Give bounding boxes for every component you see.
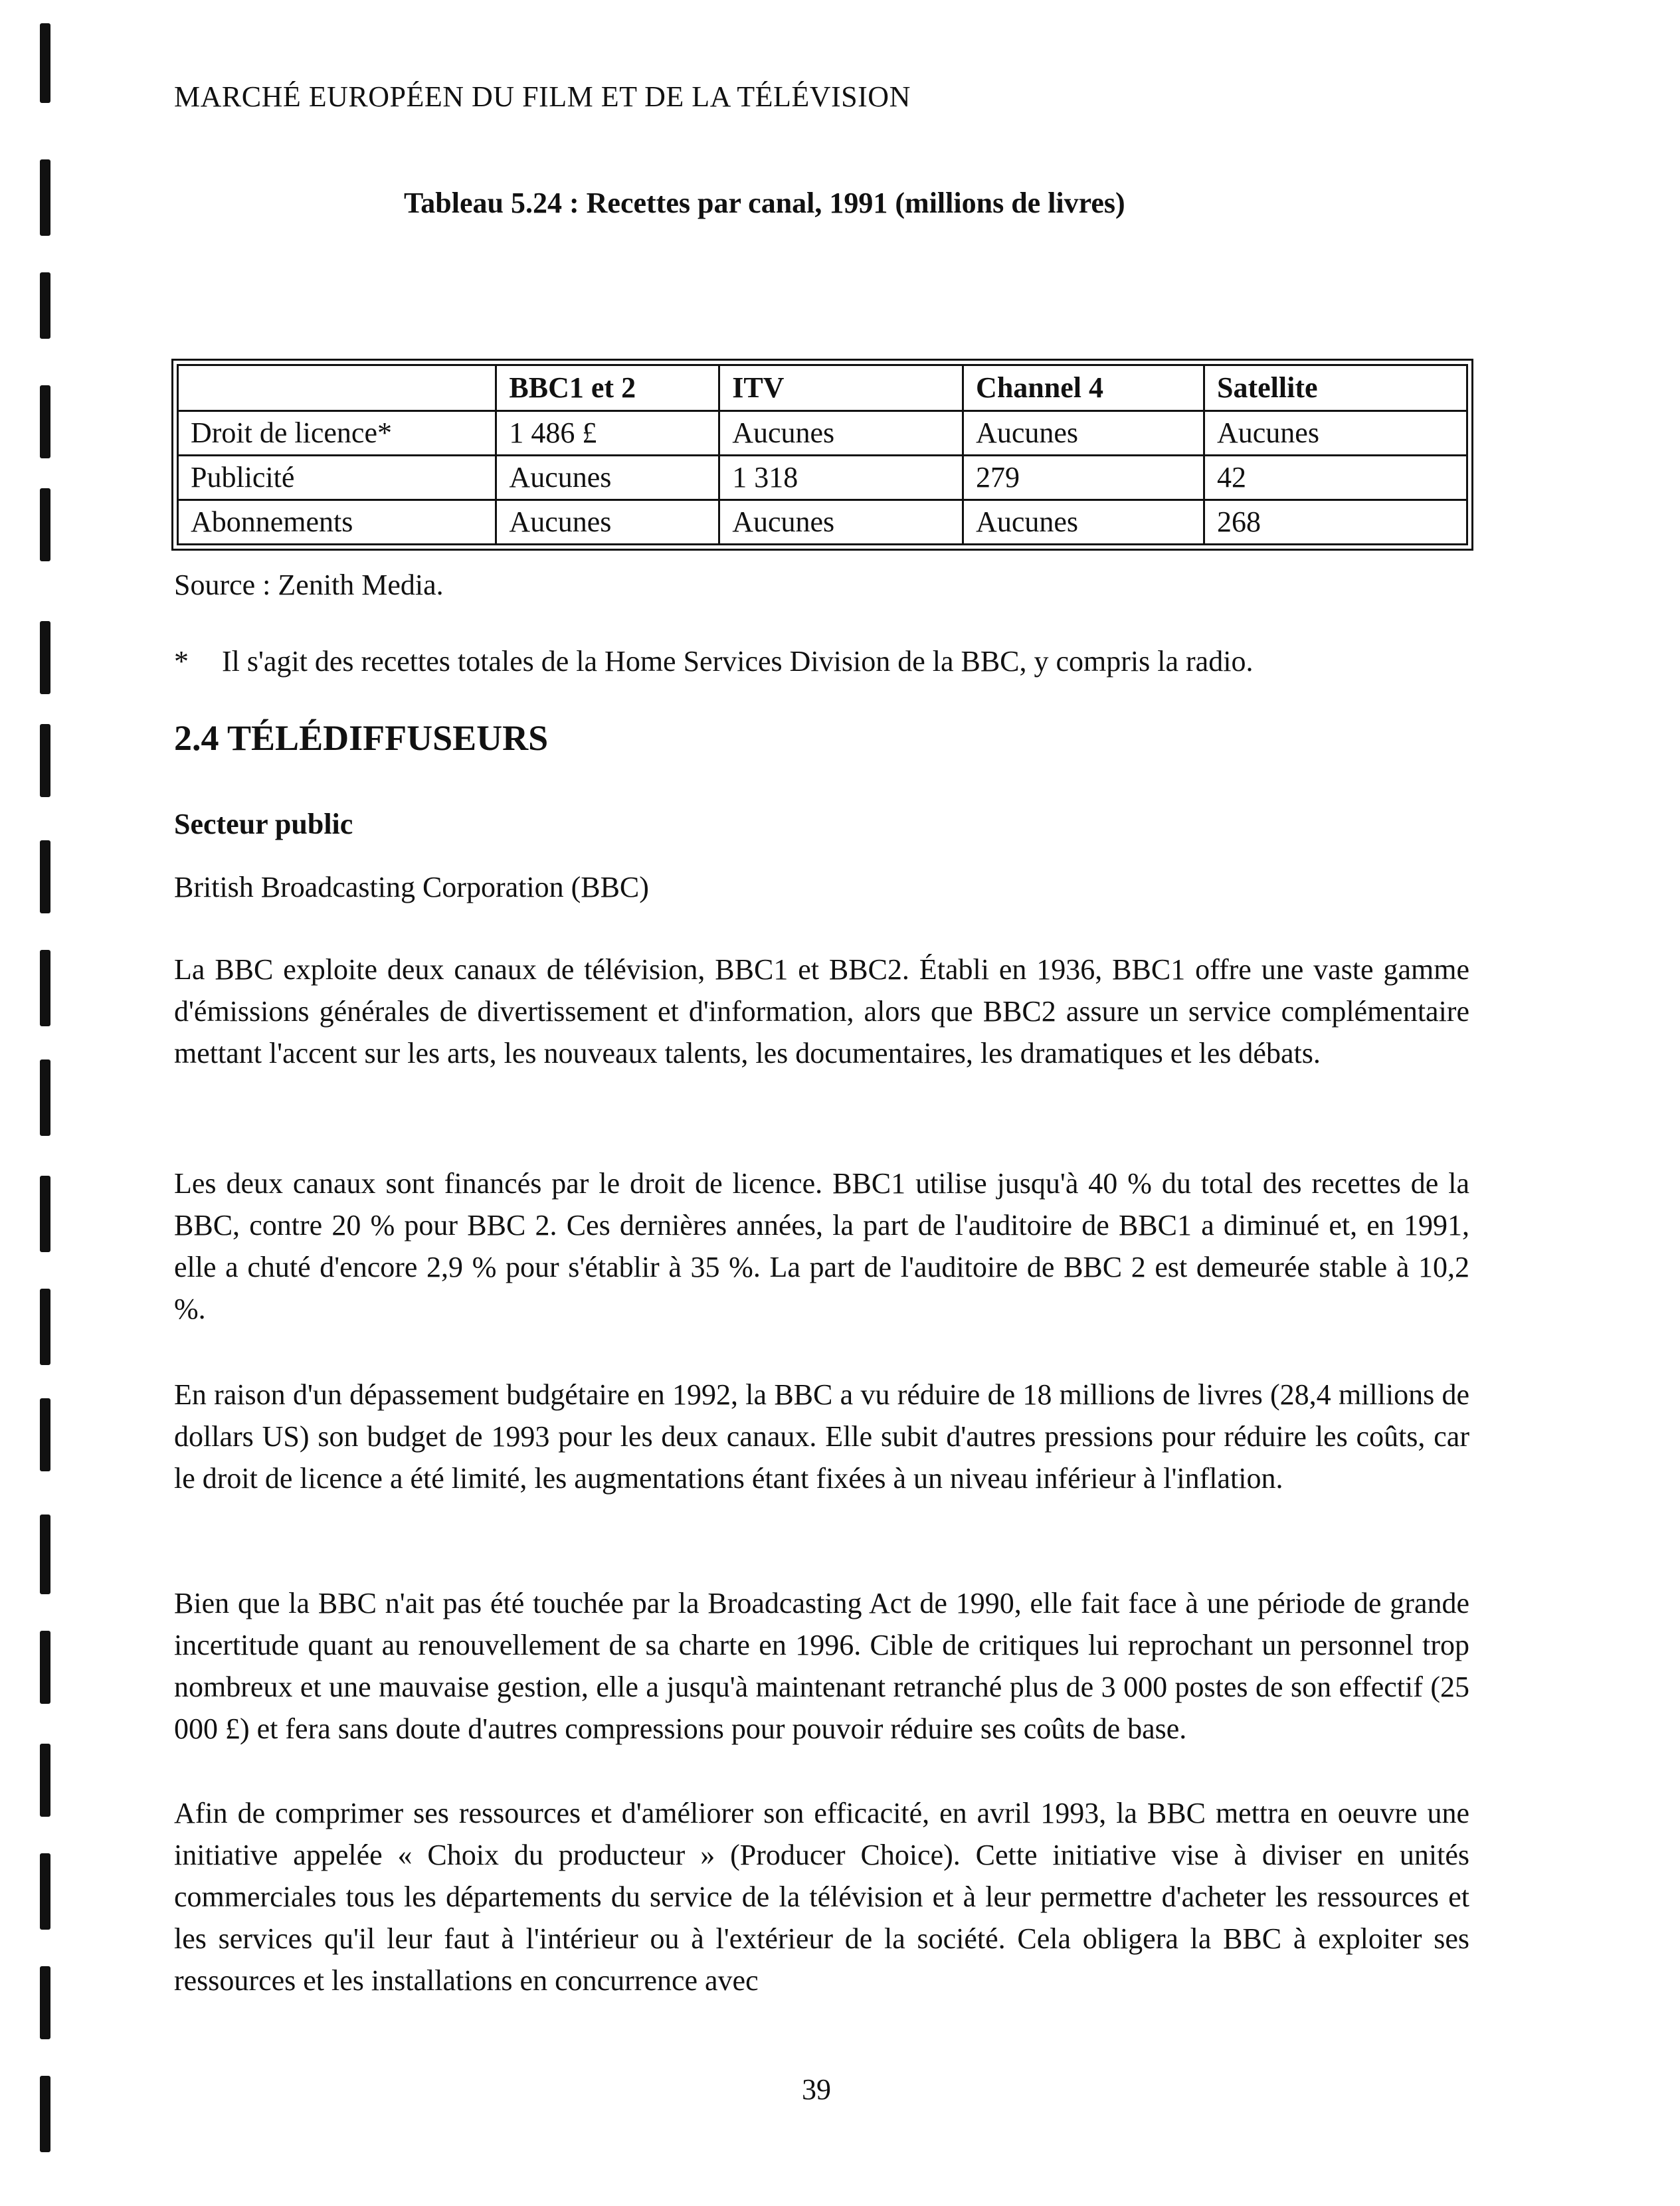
table-cell: Aucunes <box>719 500 963 545</box>
binding-mark <box>40 621 50 694</box>
binding-mark <box>40 1289 50 1365</box>
binding-mark <box>40 272 50 339</box>
table-cell: Aucunes <box>496 456 719 500</box>
binding-mark <box>40 159 50 236</box>
organization-name: British Broadcasting Corporation (BBC) <box>174 871 649 903</box>
table-row <box>178 411 1467 456</box>
binding-mark <box>40 950 50 1026</box>
row-label: Publicité <box>178 456 496 500</box>
revenue-table <box>177 364 1468 545</box>
table-cell: 279 <box>963 456 1204 500</box>
table-row <box>178 500 1467 545</box>
binding-mark <box>40 1631 50 1704</box>
binding-mark <box>40 385 50 458</box>
table-cell: 1 486 £ <box>496 411 719 456</box>
column-header: Satellite <box>1204 365 1467 411</box>
column-header <box>178 365 496 411</box>
row-label: Droit de licence* <box>178 411 496 456</box>
binding-mark <box>40 1059 50 1136</box>
table-source: Source : Zenith Media. <box>174 569 444 601</box>
column-header: BBC1 et 2 <box>496 365 719 411</box>
footnote-marker: * <box>174 645 189 678</box>
binding-mark <box>40 1398 50 1471</box>
column-header: Channel 4 <box>963 365 1204 411</box>
binding-mark <box>40 1176 50 1252</box>
table-cell: Aucunes <box>963 411 1204 456</box>
column-header: ITV <box>719 365 963 411</box>
binding-mark <box>40 23 50 103</box>
binding-mark <box>40 724 50 797</box>
revenue-table-frame <box>171 359 1473 551</box>
binding-mark <box>40 840 50 913</box>
table-cell: 42 <box>1204 456 1467 500</box>
section-title: 2.4 TÉLÉDIFFUSEURS <box>174 718 549 758</box>
body-paragraph: En raison d'un dépassement budgétaire en 1992, la BBC a vu réduire de 18 millions de livres (28,4 millions de dollars US) son budget de 1993 pour les deux canaux. Elle subit d'autres pressions pour réduire les coûts, car le droit de licence a été limité, les augmentations étant fixées à un niveau inférieur à l'inflation. <box>174 1378 1469 1495</box>
table-cell: 1 318 <box>719 456 963 500</box>
binding-mark <box>40 2076 50 2152</box>
table-cell: 268 <box>1204 500 1467 545</box>
table-cell: Aucunes <box>496 500 719 545</box>
table-cell: Aucunes <box>719 411 963 456</box>
body-paragraph: Bien que la BBC n'ait pas été touchée par la Broadcasting Act de 1990, elle fait face à une période de grande incertitude quant au renouvellement de sa charte en 1996. Cible de critiques lui reprochant un personnel trop nombreux et une mauvaise gestion, elle a jusqu'à maintenant retranché plus de 3 000 postes de son effectif (25 000 £) et fera sans doute d'autres compressions pour pouvoir réduire ses coûts de base. <box>174 1587 1469 1745</box>
binding-mark <box>40 1515 50 1594</box>
binding-mark <box>40 1744 50 1817</box>
table-header-row <box>178 365 1467 411</box>
table-cell: Aucunes <box>963 500 1204 545</box>
running-title: MARCHÉ EUROPÉEN DU FILM ET DE LA TÉLÉVISION <box>174 80 911 113</box>
table-cell: Aucunes <box>1204 411 1467 456</box>
binding-marks <box>35 0 61 2206</box>
binding-mark <box>40 1966 50 2039</box>
body-paragraph: Afin de comprimer ses ressources et d'améliorer son efficacité, en avril 1993, la BBC mettra en oeuvre une initiative appelée « Choix du producteur » (Producer Choice). Cette initiative vise à diviser en unités commerciales tous les départements du service de la télévision et à leur permettre d'acheter les ressources et les services qu'il leur faut à l'intérieur ou à l'extérieur de la société. Cela obligera la BBC à exploiter ses ressources et les installations en concurrence avec <box>174 1797 1469 1997</box>
binding-mark <box>40 1853 50 1930</box>
table-row <box>178 456 1467 500</box>
subsection-title: Secteur public <box>174 808 353 840</box>
body-paragraph: Les deux canaux sont financés par le droit de licence. BBC1 utilise jusqu'à 40 % du total des recettes de la BBC, contre 20 % pour BBC 2. Ces dernières années, la part de l'auditoire de BBC1 a diminué et, en 1991, elle a chuté d'encore 2,9 % pour s'établir à 35 %. La part de l'auditoire de BBC 2 est demeurée stable à 10,2 %. <box>174 1167 1469 1325</box>
table-footnote <box>174 644 1253 678</box>
page-number: 39 <box>802 2073 831 2106</box>
footnote-text: Il s'agit des recettes totales de la Home Services Division de la BBC, y compris la radio. <box>222 645 1254 678</box>
row-label: Abonnements <box>178 500 496 545</box>
binding-mark <box>40 488 50 561</box>
table-caption: Tableau 5.24 : Recettes par canal, 1991 (millions de livres) <box>404 187 1125 219</box>
body-paragraph: La BBC exploite deux canaux de télévision, BBC1 et BBC2. Établi en 1936, BBC1 offre une vaste gamme d'émissions générales de divertissement et d'information, alors que BBC2 assure un service complémentaire mettant l'accent sur les arts, les nouveaux talents, les documentaires, les dramatiques et les débats. <box>174 953 1469 1069</box>
